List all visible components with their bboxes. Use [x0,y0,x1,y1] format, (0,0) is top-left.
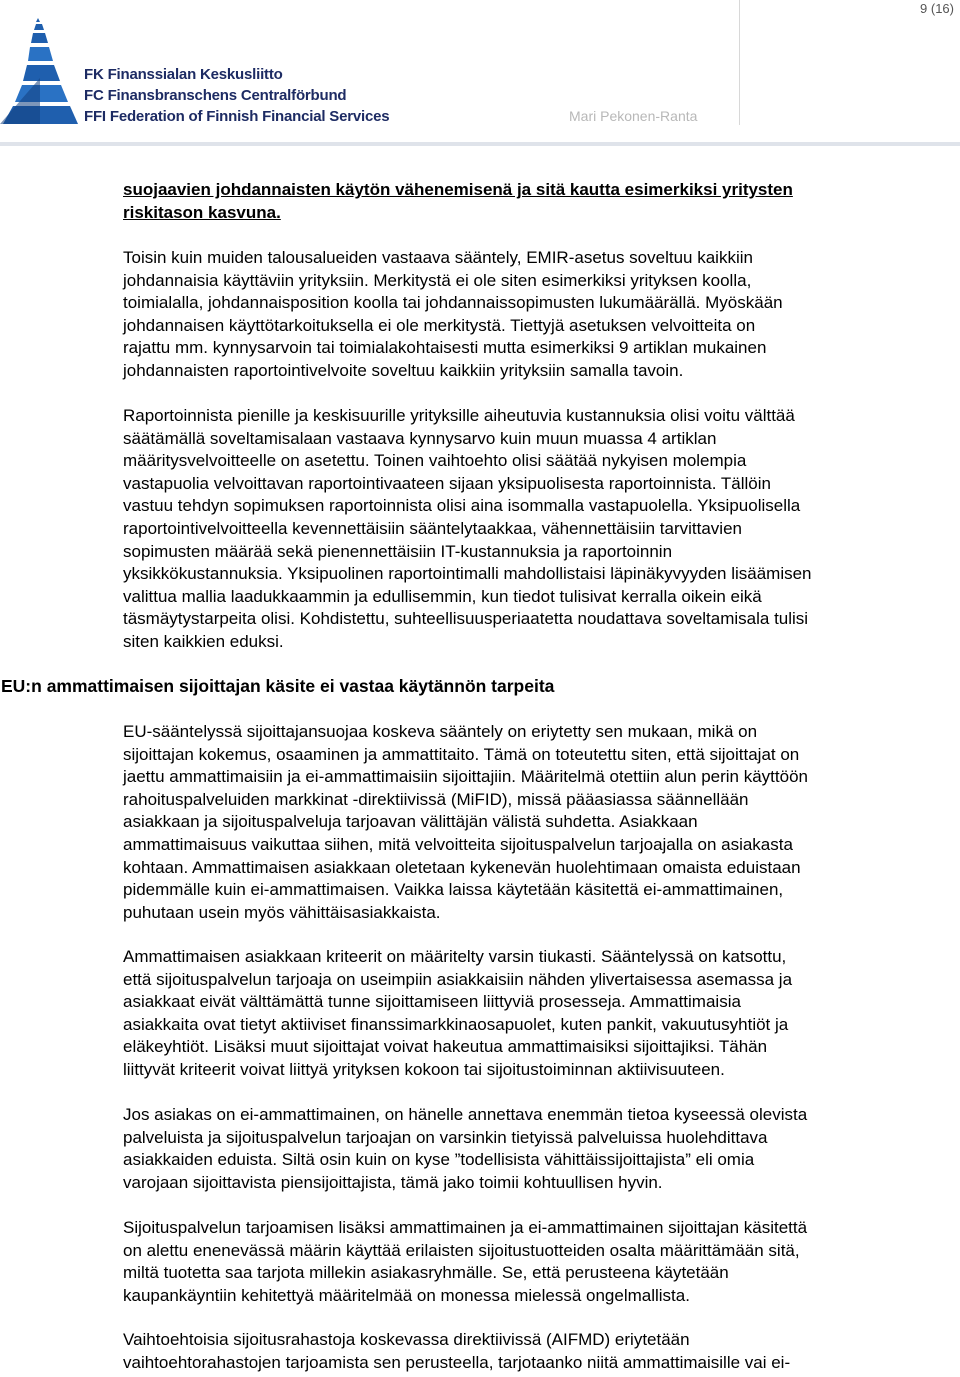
text-line: vastuu tehdyn sopimuksen raportoinnista olisi aina isommalla vastapuolella. Yksipuolisella [123,496,801,516]
text-line: kaupankäyntiin kehitettyä määritelmää on monessa mielessä ongelmallista. [123,1285,690,1305]
text-line: rajattu mm. kynnysarvoin tai toimialakohtaisesti mutta esimerkiksi 9 artiklan mukainen [123,338,767,358]
text-line: kohtaan. Ammattimaisen asiakkaan oletetaan kykenevän huolehtimaan omaista eduistaan [123,857,801,877]
section-heading: EU:n ammattimaisen sijoittajan käsite ei vastaa käytännön tarpeita [1,676,555,696]
text-line: johdannaisen käyttötarkoituksella ei ole merkitystä. Tiettyjä asetuksen velvoitteita on [123,315,756,335]
org-name-finnish: FK Finanssialan Keskusliitto [84,66,283,83]
text-line: johdannaisten raportointivelvoite soveltuu kaikkiin yrityksiin samalla tavoin. [123,360,684,380]
text-line: varojaan sijoittavista piensijoittajista, tämä jako toimii kohtuullisen hyvin. [123,1172,663,1192]
text-line: riskitason kasvuna. [123,202,281,222]
header-rule [0,142,960,146]
text-line: suojaavien johdannaisten käytön vähenemisenä ja sitä kautta esimerkiksi yritysten [123,180,793,199]
paragraph-4 [123,721,960,924]
paragraph-5 [123,946,960,1082]
text-line: on alettu enenevässä määrin käyttää erilaisten sijoitustuotteiden osalta määrittämään sitä, [123,1240,800,1260]
text-line: määritysvelvoitteelle on asetettu. Toinen vaihtoehto olisi säätää nykyisen molempia [123,451,747,471]
text-line: rahoituspalveluiden markkinat -direktiivissä (MiFID), missä pääasiassa säännellään [123,789,749,809]
org-name-english: FFI Federation of Finnish Financial Services [84,108,390,125]
paragraph-1 [123,179,960,224]
page-number: 9 (16) [920,1,954,16]
text-line: asiakkaiden eduista. Siltä osin kuin on kyse ”todellisista vähittäissijoittajista” eli omia [123,1150,755,1170]
text-line: sopimusten määrää sekä pienennettäisiin IT-kustannuksia ja raportoinnin [123,541,673,561]
text-line: pidemmälle kuin ei-ammattimaisen. Vaikka laissa käytetään käsitettä ei-ammattimainen, [123,880,784,900]
text-line: EU-sääntelyssä sijoittajansuojaa koskeva sääntely on eriytetty sen mukaan, mikä on [123,722,758,741]
text-line: asiakkaat eivät välttämättä tunne sijoittamiseen liittyviä prosesseja. Ammattimaisia [123,992,741,1012]
text-line: yksikkökustannuksia. Yksipuolinen raportointimalli mahdollistaisi läpinäkyvyyden lisäämisen [123,564,812,584]
text-line: liittyvät kriteerit voivat liittyä yrityksen kokoon tai sijoitustoiminnan aktiivisuuteen. [123,1059,725,1079]
text-line: Ammattimaisen asiakkaan kriteerit on määritelty varsin tiukasti. Sääntelyssä on katsottu, [123,947,787,966]
text-line: raportointivelvoitteella kevennettäisiin sääntelytaakkaa, vähennettäisiin tarvittavien [123,518,742,538]
text-line: vastapuolia velvoittavan raportointivaateen sijaan yksipuolisesta raportoinnista. Tällöin [123,473,771,493]
author-name: Mari Pekonen-Ranta [569,108,698,124]
text-line: Sijoituspalvelun tarjoamisen lisäksi ammattimainen ja ei-ammattimainen sijoittajan käsitettä [123,1218,808,1237]
header-divider [739,0,740,125]
text-line: Vaihtoehtoisia sijoitusrahastoja koskevassa direktiivissä (AIFMD) eriytetään [123,1330,690,1349]
text-line: siten kaikkien eduksi. [123,631,284,651]
text-line: Toisin kuin muiden talousalueiden vastaava sääntely, EMIR-asetus soveltuu kaikkiin [123,248,753,267]
text-line: asiakkaan ja sijoituspalveluja tarjoavan välittäjän välistä suhdetta. Asiakkaan [123,812,698,832]
text-line: Jos asiakas on ei-ammattimainen, on hänelle annettava enemmän tietoa kyseessä olevista [123,1105,808,1124]
text-line: ammattimaisuus vaikuttaa siihen, mitä velvoitteita sijoituspalvelun tarjoajalla on asiakasta [123,834,793,854]
page-header [0,0,960,150]
text-line: Raportoinnista pienille ja keskisuurille yrityksille aiheutuvia kustannuksia olisi voitu välttää [123,406,795,425]
org-name-swedish: FC Finansbranschens Centralförbund [84,87,347,104]
text-line: vaihtoehtorahastojen tarjoamista sen perusteella, tarjotaanko niitä ammattimaisille vai ei- [123,1352,791,1372]
paragraph-2 [123,247,960,383]
text-line: sijoittajan kokemus, osaaminen ja ammattitaito. Tämä on toteutettu siten, että sijoittajat on [123,744,800,764]
text-line: valittua mallia laadukkaammin ja edullisemmin, kun tiedot tulisivat kerralla oikein eikä [123,586,762,606]
text-line: asiakkaita ovat tietyt aktiiviset finanssimarkkinaosapuolet, kuten pankit, vakuutusyhtiöt ja [123,1014,789,1034]
paragraph-8 [123,1329,960,1374]
text-line: toimialalla, johdannaisposition koolla tai johdannaissopimusten lukumäärällä. Myöskään [123,293,783,313]
paragraph-3 [123,405,960,654]
text-line: täsmäytystarpeita olisi. Kohdistettu, suhteellisuusperiaatetta noudattava soveltamisala tulisi [123,609,809,629]
text-line: säätämällä soveltamisalaan vastaava kynnysarvo kuin muun muassa 4 artiklan [123,428,717,448]
ffi-logo-icon [0,18,80,126]
text-line: jaettu ammattimaisiin ja ei-ammattimaisiin sijoittajiin. Määritelmä otettiin alun perin käyttöön [123,767,808,787]
paragraph-6 [123,1104,960,1194]
text-line: että sijoituspalvelun tarjoaja on useimpiin asiakkaisiin nähden ylivertaisessa asemassa ja [123,969,793,989]
text-line: miltä tuotetta saa tarjota millekin asiakasryhmälle. Se, että perusteena käytetään [123,1263,729,1283]
text-line: puhutaan usein myös vähittäisasiakkaista. [123,902,441,922]
paragraph-7 [123,1217,960,1307]
text-line: palveluista ja sijoituspalvelun tarjoajan on varsinkin tietyissä palveluissa huolehdittava [123,1127,768,1147]
text-line: eläkeyhtiöt. Lisäksi muut sijoittajat voivat hakeutua ammattimaisiksi sijoittajiksi. Tähän [123,1037,768,1057]
text-line: johdannaisia käyttäviin yrityksiin. Merkitystä ei ole siten esimerkiksi yrityksen koolla, [123,270,752,290]
